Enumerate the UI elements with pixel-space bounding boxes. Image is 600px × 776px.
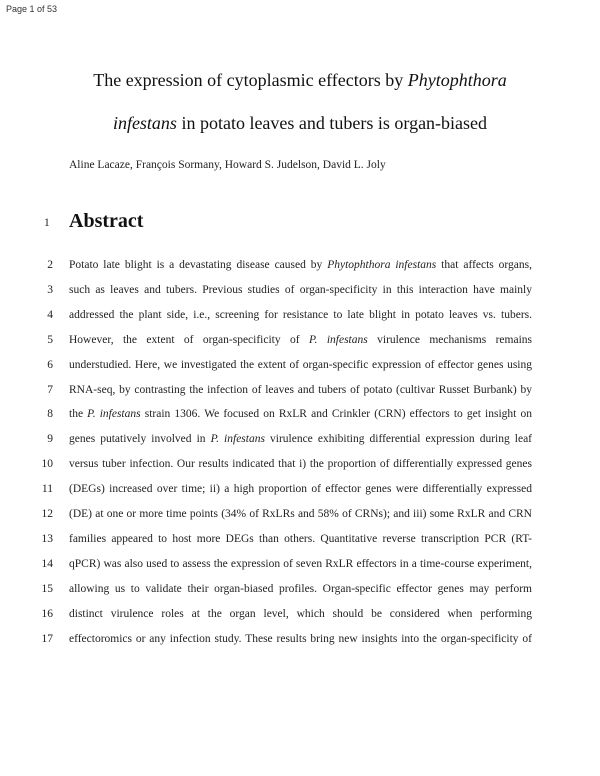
line-number: 4 [47,309,53,321]
abstract-text: distinct virulence roles at the organ level, which should be considered when performing [69,608,532,620]
line-number: 9 [47,433,53,445]
paper-title-line-2 [60,113,540,133]
abstract-line [69,308,532,322]
abstract-text: genes putatively involved in [69,433,211,445]
line-number: 13 [41,533,53,545]
abstract-text: that affects organs, [436,259,532,271]
abstract-line [69,457,532,471]
page-number-label: Page 1 of 53 [6,4,58,14]
line-number: 17 [41,633,53,645]
abstract-text: effectoromics or any infection study. These results bring new insights into the organ-specificity of [69,633,532,645]
abstract-text: families appeared to host more DEGs than others. Quantitative reverse transcription PCR (RT- [69,533,532,545]
line-number: 1 [44,217,50,229]
abstract-text: the [69,408,88,420]
line-number: 6 [47,359,53,371]
title-text: The expression of cytoplasmic effectors by [93,70,408,90]
abstract-line [69,482,532,496]
abstract-text: RNA-seq, by contrasting the infection of leaves and tubers of potato (cultivar Russet Burbank) by [69,384,532,396]
abstract-line [69,607,532,621]
abstract-line [69,582,532,596]
italic-species-name: P. infestans [210,433,265,445]
abstract-text: (DEGs) increased over time; ii) a high proportion of effector genes were differentially expressed [69,483,532,495]
abstract-heading: Abstract [69,210,144,232]
abstract-text: versus tuber infection. Our results indicated that i) the proportion of differentially expressed genes [69,458,532,470]
line-number: 3 [47,284,53,296]
abstract-text: (DE) at one or more time points (34% of RxLRs and 58% of CRNs); and iii) some RxLR and CRN [69,508,532,520]
abstract-text: addressed the plant side, i.e., screening for resistance to late blight in potato leaves vs. tubers. [69,309,532,321]
line-number: 7 [47,384,53,396]
abstract-line [69,383,532,397]
abstract-text: Potato late blight is a devastating disease caused by [69,259,328,271]
abstract-line [69,557,532,571]
abstract-line [69,432,532,446]
title-italic-genus: Phytophthora [407,70,507,90]
abstract-line [69,333,532,347]
abstract-line [69,258,532,272]
abstract-text: understudied. Here, we investigated the extent of organ-specific expression of effector genes using [69,359,532,371]
abstract-text: virulence mechanisms remains [367,334,532,346]
author-list: Aline Lacaze, François Sormany, Howard S. Judelson, David L. Joly [69,159,386,171]
abstract-text: qPCR) was also used to assess the expression of seven RxLR effectors in a time-course experiment, [69,558,532,570]
line-number: 16 [41,608,53,620]
abstract-text: virulence exhibiting differential expression during leaf [264,433,532,445]
abstract-line [69,358,532,372]
line-number: 11 [41,483,53,495]
line-number: 14 [41,558,53,570]
line-number: 5 [47,334,53,346]
abstract-text: such as leaves and tubers. Previous studies of organ-specificity in this interaction have mainly [69,284,532,296]
italic-species-name: P. infestans [87,408,141,420]
abstract-line [69,532,532,546]
title-italic-species: infestans [112,113,177,133]
abstract-line [69,283,532,297]
line-number: 2 [47,259,53,271]
abstract-line [69,407,532,421]
abstract-text: allowing us to validate their organ-biased profiles. Organ-specific effector genes may perform [69,583,532,595]
paper-title-line-1 [60,70,540,90]
italic-species-name: P. infestans [309,334,368,346]
italic-species-name: Phytophthora infestans [327,259,437,271]
line-number: 10 [41,458,53,470]
abstract-line [69,632,532,646]
abstract-text: However, the extent of organ-specificity of [69,334,310,346]
line-number: 15 [41,583,53,595]
abstract-text: strain 1306. We focused on RxLR and Crinkler (CRN) effectors to get insight on [140,408,532,420]
title-text: in potato leaves and tubers is organ-biased [176,113,488,133]
line-number: 8 [47,408,53,420]
line-number: 12 [41,508,53,520]
abstract-line [69,507,532,521]
